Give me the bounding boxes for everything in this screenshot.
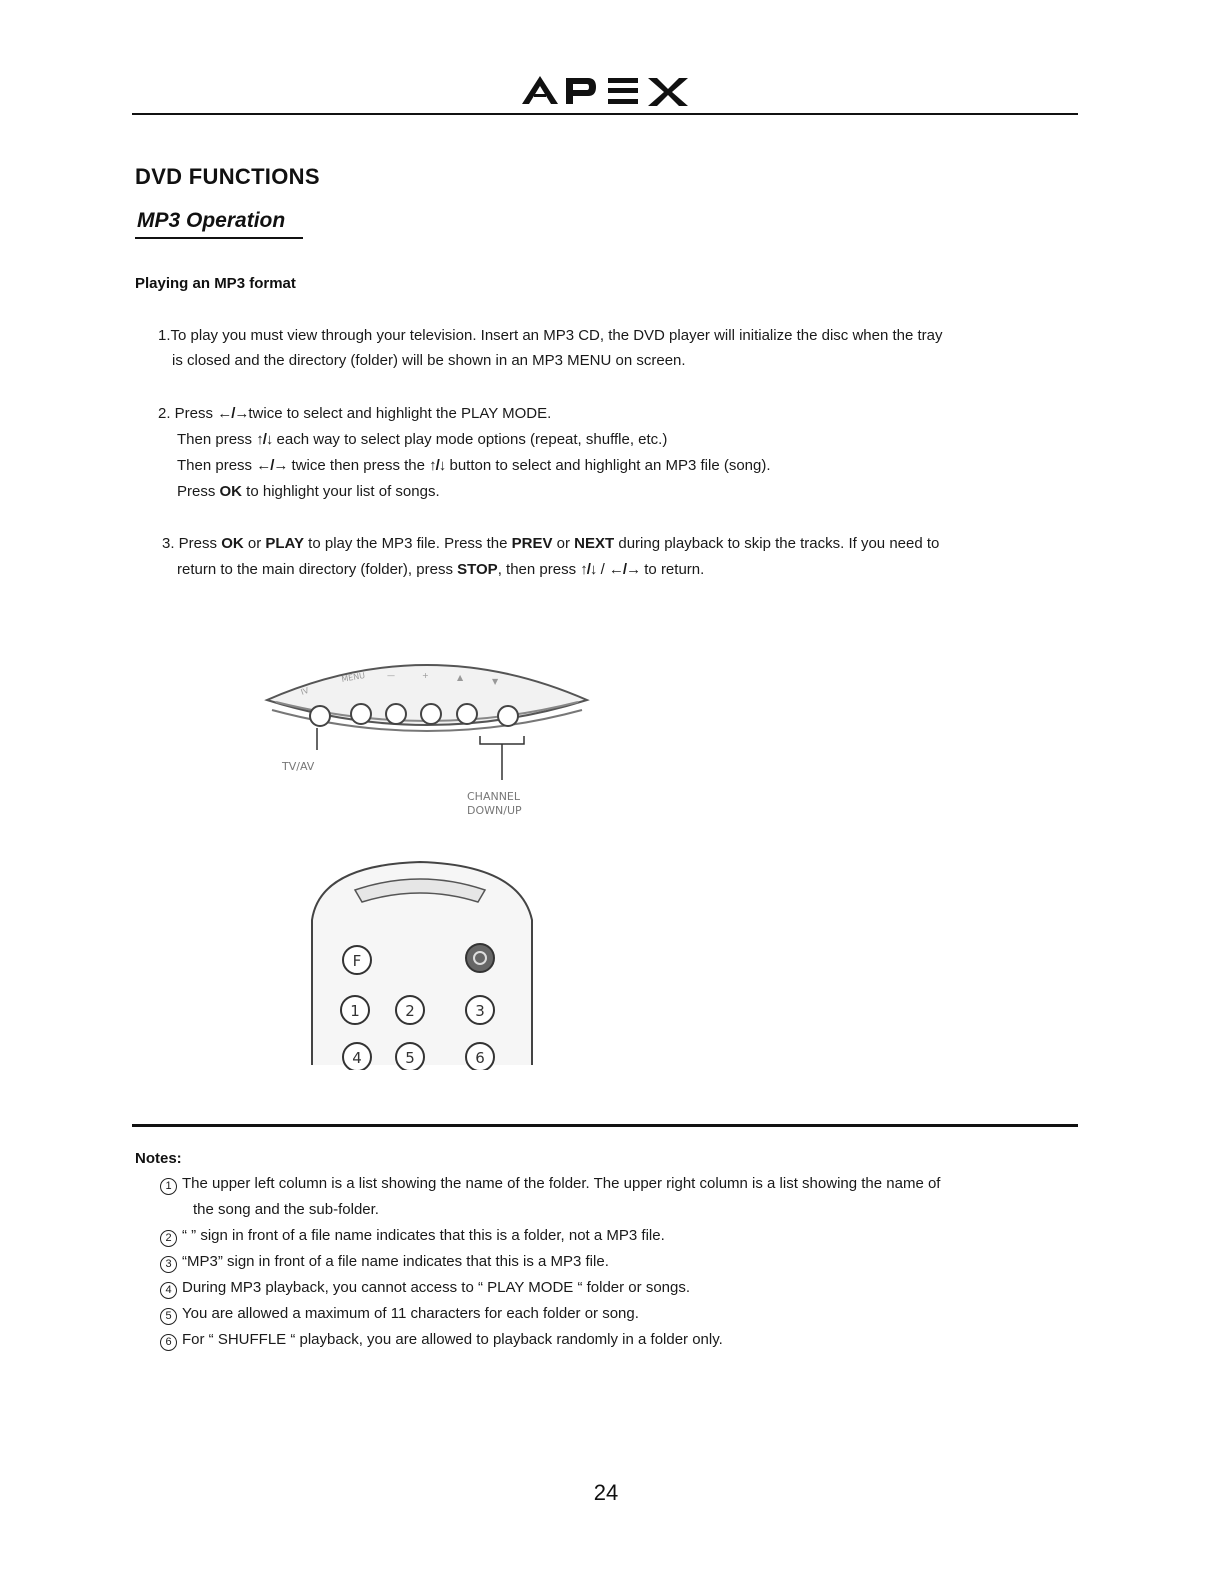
svg-text:IV: IV [299,685,311,697]
step3-text: 3. Press [162,535,222,552]
note-6 [160,1331,723,1351]
note-text: During MP3 playback, you cannot access to “ PLAY MODE “ folder or songs. [182,1279,691,1296]
play-key-label: PLAY [265,535,305,552]
remote-control-figure [300,850,550,1070]
step2-text: each way to select play mode options (repeat, shuffle, etc.) [272,431,668,448]
step3-text: or [243,535,266,552]
sub-heading: Playing an MP3 format [135,275,296,292]
note-text: For “ SHUFFLE “ playback, you are allowed to playback randomly in a folder only. [182,1331,723,1348]
step1-line2: is closed and the directory (folder) will be shown in an MP3 MENU on screen. [172,352,686,369]
step2-text: Then press [177,431,257,448]
ok-key-label: OK [219,483,243,500]
section-title: DVD FUNCTIONS [135,164,320,189]
note-5 [160,1305,639,1325]
channel-label: CHANNEL [467,790,521,803]
note-1-line1 [160,1175,940,1195]
note-number-2: 2 [160,1230,177,1247]
remote-key-4-label: 4 [352,1049,362,1067]
remote-key-f-label: F [352,952,362,970]
svg-text:▲: ▲ [457,673,464,682]
step3-line1 [162,535,939,553]
notes-label: Notes: [135,1150,182,1167]
step1-line1: 1.To play you must view through your television. Insert an MP3 CD, the DVD player will initialize the disc when the tray [158,327,943,344]
step2-text: 2. Press [158,405,218,422]
prev-key-label: PREV [511,535,553,552]
svg-text:▼: ▼ [492,677,499,686]
tvav-label: TV/AV [282,760,315,773]
remote-key-5-label: 5 [405,1049,415,1067]
panel-button [498,706,518,726]
remote-key-6-label: 6 [475,1049,485,1067]
step2-line4 [177,483,440,501]
step2-text: twice then press the [287,457,430,474]
step3-text: return to the main directory (folder), press [177,561,458,578]
left-right-arrows-icon: ←/→ [256,457,288,474]
remote-key-3-label: 3 [475,1002,485,1020]
note-number-6: 6 [160,1334,177,1351]
panel-button [421,704,441,724]
left-right-arrows-icon: ←/→ [217,405,249,422]
panel-button [310,706,330,726]
left-right-arrows-icon: ←/→ [608,561,641,578]
up-down-arrows-icon: ↑/↓ [256,431,273,448]
ok-key-label: OK [221,535,244,552]
step3-text: to play the MP3 file. Press the [304,535,512,552]
power-icon [466,944,494,972]
note-number-1: 1 [160,1178,177,1195]
sub-title: MP3 Operation [137,209,286,232]
up-down-arrows-icon: ↑/↓ [580,561,597,578]
panel-button [351,704,371,724]
note-number-5: 5 [160,1308,177,1325]
step2-text: to highlight your list of songs. [242,483,440,500]
remote-key-2-label: 2 [405,1002,415,1020]
page-number: 24 [593,1480,619,1505]
header-rule [132,113,1078,115]
up-down-arrows-icon: ↑/↓ [429,457,446,474]
note-4 [160,1279,690,1299]
note-text: “MP3” sign in front of a file name indicates that this is a MP3 file. [182,1253,609,1270]
svg-text:+: + [422,671,429,680]
stop-key-label: STOP [457,561,498,578]
panel-button [386,704,406,724]
step3-text: , then press [497,561,581,578]
step2-text: twice to select and highlight the PLAY MODE. [248,405,552,422]
step3-text: during playback to skip the tracks. If you need to [614,535,940,552]
step2-line3 [177,457,771,475]
panel-button [457,704,477,724]
sub-title-underline [135,237,303,239]
step2-line2 [177,431,667,449]
note-number-3: 3 [160,1256,177,1273]
step2-text: Press [177,483,220,500]
step2-text: button to select and highlight an MP3 file (song). [445,457,771,474]
note-number-4: 4 [160,1282,177,1299]
step3-text: / [596,561,609,578]
player-button-panel-figure [262,640,592,840]
notes-rule [132,1124,1078,1127]
step3-text: to return. [640,561,705,578]
step2-line1 [158,405,551,423]
remote-key-1-label: 1 [350,1002,360,1020]
note-1-line2: the song and the sub-folder. [193,1201,379,1218]
step3-text: or [552,535,575,552]
apex-logo [520,70,692,110]
note-2 [160,1227,665,1247]
note-3 [160,1253,609,1273]
svg-text:—: — [387,671,395,680]
note-text: The upper left column is a list showing the name of the folder. The upper right column is a list showing the name of [182,1175,941,1192]
down-up-label: DOWN/UP [467,804,522,817]
step3-line2 [177,561,704,579]
note-text: “ ” sign in front of a file name indicates that this is a folder, not a MP3 file. [182,1227,665,1244]
next-key-label: NEXT [574,535,615,552]
note-text: You are allowed a maximum of 11 characters for each folder or song. [182,1305,639,1322]
svg-text:MENU: MENU [340,670,366,684]
step2-text: Then press [177,457,257,474]
